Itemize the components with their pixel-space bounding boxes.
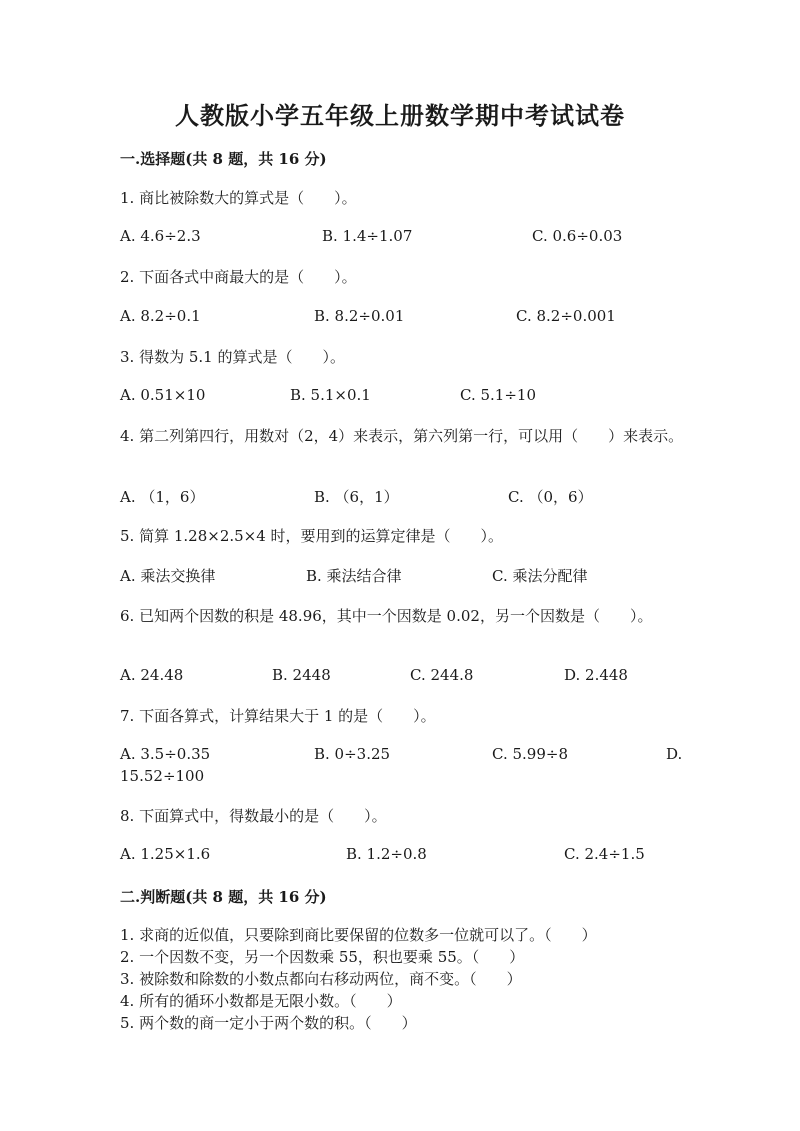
q2-option-b: B. 8.2÷0.01 bbox=[314, 307, 405, 325]
q4-option-a: A. （1，6） bbox=[120, 488, 205, 506]
question-1: 1. 商比被除数大的算式是（ ）。 bbox=[120, 189, 357, 207]
judge-item-1: 1. 求商的近似值，只要除到商比要保留的位数多一位就可以了。（ ） bbox=[120, 926, 597, 944]
q6-option-b: B. 2448 bbox=[272, 666, 331, 684]
q8-option-a: A. 1.25×1.6 bbox=[120, 845, 211, 863]
page-title: 人教版小学五年级上册数学期中考试试卷 bbox=[175, 101, 625, 130]
q1-option-c: C. 0.6÷0.03 bbox=[532, 227, 623, 245]
q3-option-b: B. 5.1×0.1 bbox=[290, 386, 371, 404]
q6-option-c: C. 244.8 bbox=[410, 666, 474, 684]
q1-option-a: A. 4.6÷2.3 bbox=[120, 227, 201, 245]
q8-option-b: B. 1.2÷0.8 bbox=[346, 845, 427, 863]
q5-option-a: A. 乘法交换律 bbox=[120, 567, 216, 585]
q7-option-b: B. 0÷3.25 bbox=[314, 745, 391, 763]
q6-option-d: D. 2.448 bbox=[564, 666, 628, 684]
question-6: 6. 已知两个因数的积是 48.96，其中一个因数是 0.02，另一个因数是（ ）。 bbox=[120, 607, 653, 625]
q8-option-c: C. 2.4÷1.5 bbox=[564, 845, 645, 863]
q1-option-b: B. 1.4÷1.07 bbox=[322, 227, 413, 245]
q6-option-a: A. 24.48 bbox=[120, 666, 184, 684]
question-8: 8. 下面算式中，得数最小的是（ ）。 bbox=[120, 807, 387, 825]
question-5: 5. 简算 1.28×2.5×4 时，要用到的运算定律是（ ）。 bbox=[120, 527, 504, 545]
question-4: 4. 第二列第四行，用数对（2，4）来表示，第六列第一行，可以用（ ）来表示。 bbox=[120, 427, 684, 445]
q4-option-b: B. （6，1） bbox=[314, 488, 399, 506]
q4-option-c: C. （0，6） bbox=[508, 488, 593, 506]
q5-option-b: B. 乘法结合律 bbox=[306, 567, 402, 585]
q3-option-a: A. 0.51×10 bbox=[120, 386, 206, 404]
judge-item-4: 4. 所有的循环小数都是无限小数。（ ） bbox=[120, 992, 402, 1010]
q7-option-c: C. 5.99÷8 bbox=[492, 745, 568, 763]
section-heading-judge: 二.判断题(共 8 题，共 16 分) bbox=[120, 888, 327, 906]
q7-option-d-label: D. bbox=[666, 745, 683, 763]
q7-option-a: A. 3.5÷0.35 bbox=[120, 745, 211, 763]
section-heading-choice: 一.选择题(共 8 题，共 16 分) bbox=[120, 150, 327, 168]
question-2: 2. 下面各式中商最大的是（ ）。 bbox=[120, 268, 357, 286]
q7-option-d-value: 15.52÷100 bbox=[120, 767, 205, 785]
q3-option-c: C. 5.1÷10 bbox=[460, 386, 536, 404]
question-7: 7. 下面各算式，计算结果大于 1 的是（ ）。 bbox=[120, 707, 436, 725]
judge-item-5: 5. 两个数的商一定小于两个数的积。（ ） bbox=[120, 1014, 417, 1032]
q2-option-a: A. 8.2÷0.1 bbox=[120, 307, 201, 325]
question-3: 3. 得数为 5.1 的算式是（ ）。 bbox=[120, 348, 345, 366]
judge-item-3: 3. 被除数和除数的小数点都向右移动两位，商不变。（ ） bbox=[120, 970, 522, 988]
q5-option-c: C. 乘法分配律 bbox=[492, 567, 588, 585]
q2-option-c: C. 8.2÷0.001 bbox=[516, 307, 616, 325]
judge-item-2: 2. 一个因数不变，另一个因数乘 55，积也要乘 55。（ ） bbox=[120, 948, 525, 966]
